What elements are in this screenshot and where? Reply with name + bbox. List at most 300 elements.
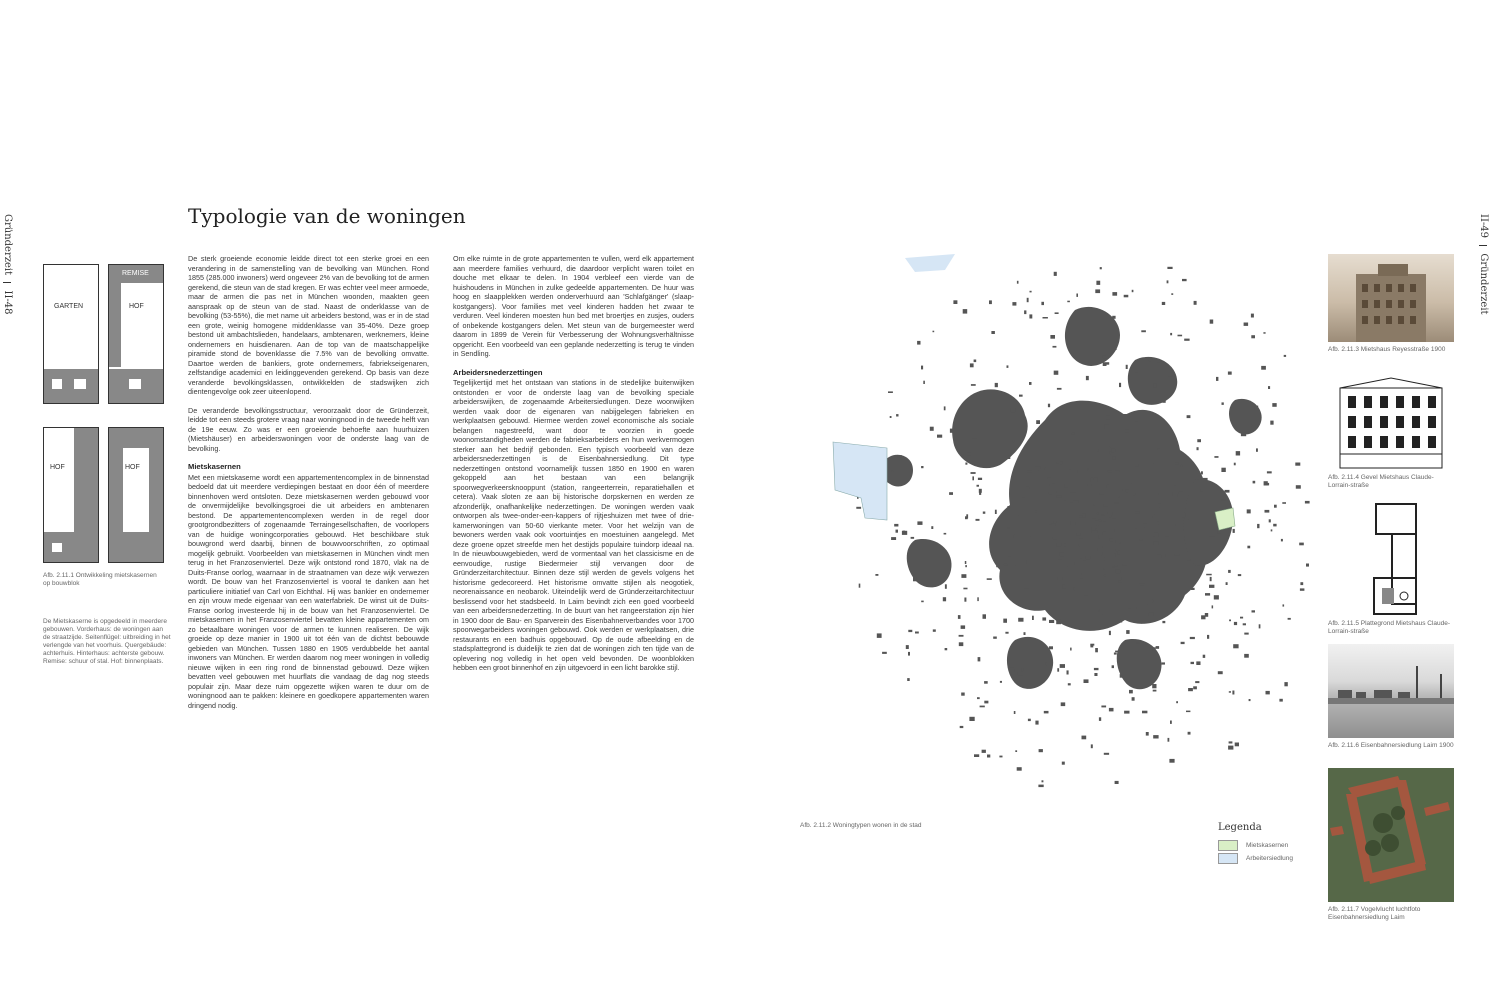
map-block [933,629,936,631]
map-block [1005,632,1008,634]
map-block [1096,518,1098,520]
map-block [1184,339,1189,341]
map-block [1110,452,1114,454]
map-block [1015,750,1017,752]
map-block [1149,613,1154,616]
map-block [949,492,953,495]
map-district [1065,307,1120,366]
legend-item-arbeitersiedlung [1218,853,1293,864]
map-block [1200,503,1205,506]
map-block [1027,470,1033,473]
map-block [993,637,997,639]
map-block [953,300,957,304]
map-caption: Afb. 2.11.2 Woningtypen wonen in de stad [800,822,922,829]
map-block [1251,424,1253,426]
map-block [1098,609,1100,612]
plan-courtyard [123,448,149,532]
map-block [1174,485,1176,487]
map-block [1158,504,1160,508]
map-block [1091,478,1094,482]
map-block [1236,451,1240,455]
map-block [1057,495,1062,498]
plan-garten [43,264,99,404]
map-block [1206,574,1212,576]
map-block [1008,557,1012,561]
map-block [1119,383,1121,387]
map-block [1256,448,1258,451]
map-block [1114,554,1116,557]
map-block [1014,535,1016,538]
map-block [1196,661,1200,665]
map-block [1057,533,1062,535]
map-block [1068,683,1071,685]
map-block [1300,582,1303,585]
map-block [1084,679,1089,683]
map-district [1128,357,1177,405]
section-heading: Mietskasernen [188,462,241,471]
map-block [1017,281,1019,284]
map-block [1194,301,1197,305]
map-block [1110,538,1113,541]
map-block [1142,524,1147,528]
map-block [959,642,964,646]
map-block [1061,702,1066,706]
map-block [1017,767,1022,771]
map-block [1009,669,1014,672]
photo-building-illustration [1328,254,1454,342]
map-block [897,455,902,457]
map-block [1288,618,1291,620]
map-block [964,598,966,602]
map-block [1171,293,1173,295]
map-block [896,530,899,533]
map-block [1103,362,1107,366]
photo-caption: Afb. 2.11.3 Mietshaus Reyesstraße 1900 [1328,346,1446,353]
map-block [1201,615,1205,619]
map-block [1195,539,1197,543]
map-block [1163,554,1166,558]
photo-aerial [1328,768,1454,902]
map-block [1035,721,1038,725]
map-block [1101,514,1105,516]
map-block [1127,482,1132,484]
map-block [1067,670,1069,674]
map-block [888,391,893,393]
map-block [906,645,909,649]
map-block [1218,530,1222,534]
map-block [902,531,907,535]
legend-swatch [1218,840,1238,851]
map-block [1073,500,1078,503]
map-block [1151,526,1156,530]
map-block [1255,406,1259,410]
map-block [1266,691,1270,695]
map-block [1200,488,1203,492]
map-block [1153,383,1157,387]
map-block [1035,466,1041,469]
map-block [1049,491,1053,494]
map-block [1108,512,1113,515]
map-block [1241,433,1246,437]
legend-label: Mietskasernen [1246,842,1289,849]
map-block [1244,654,1249,658]
map-block [1090,645,1093,648]
map-block [972,436,977,438]
map-block [1146,605,1148,607]
map-block [1043,317,1048,319]
map-block [1123,564,1128,566]
map-block [1049,524,1053,527]
map-block [963,309,968,314]
map-block [1112,515,1117,518]
map-block [1118,580,1122,583]
map-block [1207,635,1209,639]
map-block [1235,743,1239,747]
map-block [1018,672,1024,676]
map-block [1114,565,1117,567]
map-block [1154,462,1157,464]
map-block [1296,485,1301,489]
map-block [974,360,977,363]
map-block [1229,691,1231,693]
map-block [1146,732,1149,736]
map-block [1123,414,1128,418]
map-block [969,717,974,721]
map-block [1162,621,1165,623]
map-block [1210,577,1212,581]
map-block [1244,633,1248,635]
map-block [1251,314,1254,318]
map-block [1135,464,1139,467]
map-block [907,678,910,681]
map-block [1154,541,1159,545]
map-block [995,383,998,387]
map-block [1228,570,1231,573]
map-block [1187,559,1191,561]
legend-swatch [1218,853,1238,864]
map-block [965,561,967,564]
map-block [1068,566,1071,568]
plan-label-hof: HOF [125,464,140,471]
map-block [1222,402,1224,405]
map-block [1121,577,1126,580]
map-block [1080,579,1083,583]
map-block [961,693,965,696]
map-block [1103,522,1106,526]
map-block [1115,781,1119,784]
map-block [1100,552,1102,555]
map-block [1157,555,1162,558]
map-block [1165,537,1169,539]
map-block [1114,502,1118,504]
map-block [1078,544,1080,546]
map-block [1097,525,1099,527]
map-block [1057,668,1059,672]
map-block [1101,706,1106,708]
map-block [1074,587,1076,590]
map-block [1089,468,1094,470]
map-block [1133,493,1136,496]
map-block [1007,455,1010,459]
map-block [1142,711,1147,714]
paragraph: Om elke ruimte in de grote appartementen te vullen, werd elk appartement aan meerdere families verhuurd, die daardoor verplicht waren toilet en douche met elkaar te delen. In 1904 verbleef een vierde van de huishoudens in München in zulke gedeelde appartementen. De huur was hoog en slaapplekken werden onderverhuurd aan 'Schlafgänger' (slaap-kostgangers). Voor families met veel kinderen hadden het zwaar te verduren. Veel kinderen moesten hun bed met broertjes en zusjes, ouders of onbekende kostgangers delen. Met steun van de burgemeester werd daarom in 1899 de Verein für Verbesserung der Wohnungsverhältnisse opgericht. Een voorbeeld van een geplande nederzetting is terug te vinden in Sendling. [453,254,694,358]
map-block [1054,371,1059,375]
map-block [1229,741,1233,743]
map-block [1274,505,1277,508]
map-block [1029,314,1032,318]
map-block [1210,535,1216,537]
map-block [1038,570,1042,574]
map-block [965,516,968,519]
map-block [1252,610,1256,612]
legend-label: Arbeitersiedlung [1246,855,1293,862]
plans-notes: De Mietskaserne is opgedeeld in meerdere gebouwen. Vorderhaus: de woningen aan de straatzijde. Seitenflügel: uitbreiding in het verlengde van het voorhuis. Quergebäude: achterhuis. Hinterhaus: achterste gebouw. Remise: schuur of stal. Hof: binnenplaats. [43,618,171,665]
facade-elevation [1328,374,1454,470]
plans-caption: Afb. 2.11.1 Ontwikkeling mietskasernen op bouwblok [43,572,157,587]
map-block [1044,711,1049,714]
map-block [1170,333,1172,335]
map-block [1157,449,1161,451]
map-block [978,657,981,661]
map-block [1060,664,1065,668]
map-block [1094,673,1097,676]
map-block [1109,631,1111,635]
text-column-2 [453,254,694,854]
map-block [1268,386,1270,389]
map-block [1014,711,1016,714]
map-water [905,254,955,272]
map-block [1019,515,1025,517]
map-block [1162,302,1165,305]
map-block [1116,539,1120,543]
map-block [875,574,878,576]
map-block [911,537,915,539]
map-block [1259,624,1261,628]
map-block [963,588,967,590]
map-block [1072,432,1075,435]
map-district [952,389,1028,468]
map-block [1124,711,1129,714]
map-block [1123,489,1125,492]
map-block [937,435,942,438]
map-block [1152,647,1155,651]
drawing-floorplan [1352,502,1442,618]
map-block [1265,510,1270,513]
map-block [976,519,980,521]
map-block [1125,429,1130,432]
map-block [1103,575,1106,577]
map-block [1120,674,1123,678]
page-number: II-48 [2,290,13,315]
map-block [1082,736,1087,740]
photo-eisenbahnersiedlung [1328,644,1454,738]
map-block [1225,490,1230,493]
map-block [1191,662,1195,664]
map-block [1135,512,1140,514]
map-block [950,429,953,433]
photo-aerial-illustration [1328,768,1454,902]
map-block [1097,449,1099,452]
map-block [1247,509,1251,513]
map-block [1095,521,1099,524]
map-block [1209,585,1214,588]
plan-label-garten: GARTEN [54,303,84,310]
map-block [908,652,910,656]
map-block [1126,630,1129,634]
plan-remise [108,264,164,404]
map-block [1060,461,1062,465]
photo-caption: Afb. 2.11.5 Plattegrond Mietshaus Claude-Lorrain-straße [1328,620,1451,635]
map-block [1110,571,1113,574]
paragraph: De sterk groeiende economie leidde direct tot een sterke groei en een verandering in de samenstelling van de bevolking van München. Rond 1855 (285.000 inwoners) werd ongeveer 2% van de bevolking tot de armen gerekend, die steun van de stad kregen. Er was echter veel meer armoede, maar de armen die pas net in München woonden, maakten geen aanspraak op de steun van de stad. Naast de onderklasse van de bevolking (53-55%), die met name uit arbeiders bestond, was er in de stad een grote, weinig homogene middenklasse van 35-40%. Deze groep bestond uit ambachtslieden, handelaars, ambtenaren, werknemers, kleine ondernemers en huisdienaren. Aan de top van de maatschappelijke piramide stond de bovenklasse die 7.5% van de bevolking omvatte. Daartoe werden de bankiers, grote ondernemers, fabriekseigenaren, zelfstandige academici en leidinggevenden gerekend. Op basis van deze veranderde bevolkingsklassen, ontwikkelden de stadswijken zich dientengevolge ook zeer uiteenlopend. [188,254,429,396]
plan-label-hof: HOF [50,464,65,471]
map-block [980,706,985,708]
map-block [1167,280,1169,283]
map-block [1099,492,1104,495]
map-block [1029,536,1031,538]
plan-hof-2 [108,427,164,563]
map-block [1188,519,1190,521]
map-block [983,614,987,619]
plan-label-hof: HOF [129,303,144,310]
photo-mietshaus [1328,254,1454,342]
map-block [1023,560,1027,564]
map-block [1165,469,1168,473]
map-block [1036,420,1040,424]
map-block [1270,421,1273,425]
map-block [1055,312,1059,314]
map-block [1013,552,1017,556]
map-block [1065,484,1069,488]
map-block [1081,572,1085,575]
map-block [1056,462,1059,464]
map-block [1095,289,1100,293]
map-block [1162,662,1166,664]
map-block [1015,563,1017,566]
map-block [987,578,992,580]
map-block [1086,528,1092,530]
map-block [1052,537,1057,539]
map-block [965,565,967,567]
map-block [1063,498,1066,501]
map-block [1102,614,1107,616]
map-block [1214,595,1219,599]
photo-caption: Afb. 2.11.7 Vogelvlucht luchtfoto Eisenbahnersiedlung Laim [1328,906,1421,921]
map-block [890,416,892,418]
map-block [1203,655,1206,658]
map-block [900,464,903,467]
map-block [1094,548,1098,551]
map-block [943,597,946,601]
map-block [1064,544,1066,547]
map-block [1093,504,1096,506]
map-block [1240,617,1243,619]
map-block [1226,582,1228,585]
map-block [1190,637,1195,639]
map-block [1182,279,1187,281]
map-block [1092,576,1096,578]
map-block [1085,624,1087,628]
map-block [1228,372,1232,375]
map-block [1056,543,1061,547]
map-block [946,556,948,560]
city-map [795,250,1310,820]
map-block [1013,440,1015,443]
map-block [1112,346,1117,350]
map-block [1300,588,1305,590]
map-block [977,485,980,487]
map-block [1024,589,1029,593]
map-block [1115,651,1118,653]
map-block [896,414,898,416]
map-block [1079,516,1083,518]
map-block [1282,502,1286,504]
map-block [1126,365,1128,369]
map-block [1197,439,1201,442]
photo-landscape-illustration [1328,644,1454,738]
map-block [1007,506,1011,508]
page-title: Typologie van de woningen [188,204,466,228]
map-block [1272,403,1276,407]
map-block [1158,491,1162,495]
map-block [856,507,861,509]
map-block [1140,539,1143,541]
map-block [1007,365,1009,368]
map-block [1042,780,1044,782]
map-block [982,750,986,753]
map-block [1101,548,1106,551]
map-block [1116,438,1118,441]
map-block [1135,372,1138,375]
map-block [1129,690,1133,694]
map-block [1179,491,1184,493]
map-block [959,635,964,637]
map-block [983,512,986,514]
map-block [1030,291,1032,293]
map-block [1169,759,1174,763]
map-block [1299,543,1304,546]
map-block [1187,415,1191,418]
map-block [1128,607,1132,609]
map-block [1267,471,1272,473]
map-block [1101,508,1104,512]
map-block [1012,302,1016,306]
map-block [1092,530,1098,534]
map-block [1153,690,1157,692]
map-block [1057,490,1062,493]
map-block [1233,529,1235,533]
map-block [1011,408,1016,412]
map-blocks [880,307,1261,689]
map-block [1118,496,1120,498]
map-block [1104,557,1106,561]
map-block [1062,585,1066,589]
map-block [1124,295,1129,298]
map-block [971,384,976,386]
map-block [1112,566,1115,568]
map-block [917,341,920,345]
map-block [1244,323,1249,326]
map-block [1052,483,1056,485]
map-block [1121,619,1123,623]
map-block [1112,292,1117,296]
map-district [1229,399,1262,435]
map-block [1058,557,1063,559]
map-block [1152,684,1156,688]
text-column-1 [188,254,429,924]
map-block [1049,646,1053,649]
map-block [1149,360,1151,362]
